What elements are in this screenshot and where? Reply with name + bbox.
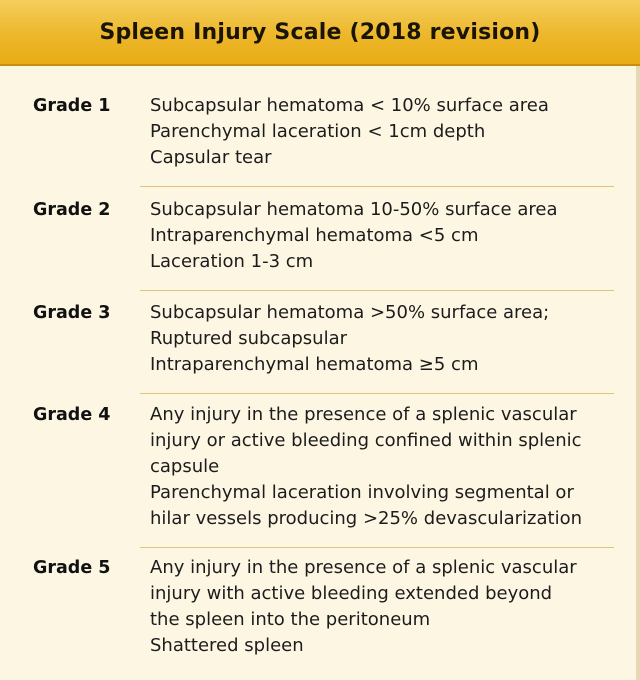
description-line: Laceration 1-3 cm [150,251,314,272]
row-divider [140,186,614,187]
description-line: Any injury in the presence of a splenic vascular [150,557,577,578]
description-line: injury with active bleeding extended beyond [150,583,553,604]
grade-description [150,402,620,532]
description-line: Ruptured subcapsular [150,328,348,349]
grade-description [150,300,620,378]
description-line: Parenchymal laceration involving segmental or [150,482,574,503]
description-line: the spleen into the peritoneum [150,609,431,630]
description-line: Capsular tear [150,147,272,168]
description-line: Subcapsular hematoma >50% surface area; [150,302,550,323]
card-edge [636,66,640,680]
description-line: Parenchymal laceration < 1cm depth [150,121,486,142]
grade-label: Grade 2 [33,200,111,220]
header-banner [0,0,640,66]
description-line: Subcapsular hematoma 10-50% surface area [150,199,558,220]
grade-label: Grade 5 [33,558,111,578]
grade-description [150,93,620,171]
description-line: injury or active bleeding confined within splenic [150,430,582,451]
description-line: Intraparenchymal hematoma ≥5 cm [150,354,479,375]
row-divider [140,290,614,291]
description-line: Shattered spleen [150,635,304,656]
grade-description [150,197,620,275]
page-title: Spleen Injury Scale (2018 revision) [99,19,541,45]
row-divider [140,547,614,548]
grade-label: Grade 4 [33,405,111,425]
description-line: hilar vessels producing >25% devascularization [150,508,583,529]
row-divider [140,393,614,394]
description-line: capsule [150,456,220,477]
description-line: Any injury in the presence of a splenic vascular [150,404,577,425]
grade-label: Grade 3 [33,303,111,323]
grade-description [150,555,620,659]
description-line: Intraparenchymal hematoma <5 cm [150,225,479,246]
grade-label: Grade 1 [33,96,111,116]
description-line: Subcapsular hematoma < 10% surface area [150,95,549,116]
